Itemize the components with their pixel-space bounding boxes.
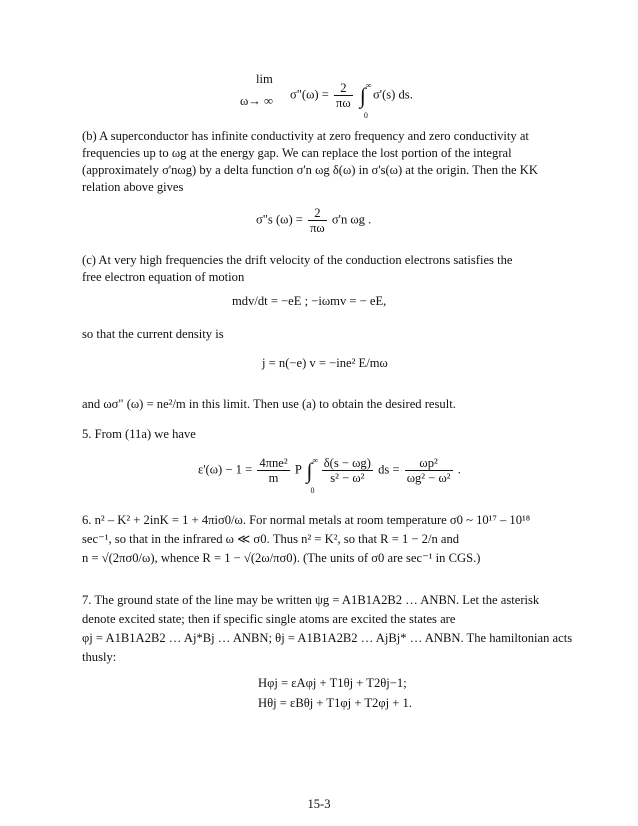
- para-b-line-1: (b) A superconductor has infinite conductivity at zero frequency and zero conductivity at: [82, 129, 529, 143]
- item-6-line-1: 6. n² – K² + 2inK = 1 + 4πiσ0/ω. For normal metals at room temperature σ0 ~ 10¹⁷ – 10¹⁸: [82, 513, 531, 527]
- eq-b-lhs: σ"s (ω) =: [256, 212, 303, 227]
- equation-motion: mdv/dt = −eE ; −iωmv = − eE,: [232, 294, 387, 308]
- eq5-integral-sign: ∫ ∞ 0: [306, 455, 319, 495]
- equation-7-line-1: Hφj = εAφj + T1θj + T2θj−1;: [258, 676, 407, 690]
- item-7-line-2: denote excited state; then if specific single atoms are excited the states are: [82, 612, 456, 626]
- item-7-line-3: φj = A1B1A2B2 … Aj*Bj … ANBN; θj = A1B1A2B2 … AjBj* … ANBN. The hamiltonian acts: [82, 631, 573, 645]
- para-b-line-3: (approximately σ'nωg) by a delta function σ'n ωg δ(ω) in σ's(ω) at the origin. Then the KK: [82, 163, 538, 177]
- item-5-intro: 5. From (11a) we have: [82, 427, 196, 441]
- eq5-ds: ds =: [378, 462, 400, 477]
- item-7-line-4: thusly:: [82, 650, 117, 664]
- eq5-frac2: $\frac{\delta(s - \omega g)}{\text{s² − ω²}}$: [323, 456, 371, 485]
- item-6-line-2: sec⁻¹, so that in the infrared ω ≪ σ0. Thus n² = K², so that R = 1 − 2/n and: [82, 532, 460, 546]
- eq5-lhs: ε'(ω) − 1 =: [198, 462, 253, 477]
- eq5-principal: P: [294, 462, 302, 477]
- equation-b: [256, 206, 371, 235]
- integrand: σ'(s) ds.: [373, 87, 413, 102]
- current-intro: so that the current density is: [82, 327, 224, 341]
- eq-b-fraction: $\frac{2}{\pi\omega}$: [310, 206, 325, 235]
- para-c-line-1: (c) At very high frequencies the drift velocity of the conduction electrons satisfies the: [82, 253, 513, 267]
- lim-label: lim: [256, 72, 273, 86]
- eq-b-rhs: σ'n ωg .: [331, 212, 372, 227]
- equation-current: j = n(−e) v = −ine² E/mω: [262, 356, 388, 370]
- lhs-sigma2: σ"(ω) =: [290, 87, 329, 102]
- equation-5: [198, 455, 461, 495]
- eq5-frac1: $\frac{\text{4πne²}}{m}$: [259, 456, 288, 485]
- integral-sign: ∫ ∞ 0: [359, 80, 372, 120]
- eq5-end: .: [457, 462, 461, 477]
- eq5-frac3: $\frac{\text{ωp²}}{\text{ωg² − ω²}}$: [406, 456, 451, 485]
- equation-7-line-2: Hθj = εBθj + T1φj + T2φj + 1.: [258, 696, 412, 710]
- para-c-end: and ωσ" (ω) = ne²/m in this limit. Then use (a) to obtain the desired result.: [82, 397, 456, 411]
- item-7-line-1: 7. The ground state of the line may be written ψg = A1B1A2B2 … ANBN. Let the asterisk: [82, 593, 540, 607]
- page-number: 15-3: [307, 797, 331, 811]
- fraction: $\frac{2}{\pi\omega}$: [336, 81, 351, 110]
- para-b-line-4: relation above gives: [82, 180, 184, 194]
- item-6-line-3: n = √(2πσ0/ω), whence R = 1 − √(2ω/πσ0). (The units of σ0 are sec⁻¹ in CGS.): [82, 551, 481, 565]
- para-b-line-2: frequencies up to ωg at the energy gap. We can replace the lost portion of the integral: [82, 146, 512, 160]
- lim-subscript: ω→ ∞: [240, 94, 274, 108]
- para-c-line-2: free electron equation of motion: [82, 270, 245, 284]
